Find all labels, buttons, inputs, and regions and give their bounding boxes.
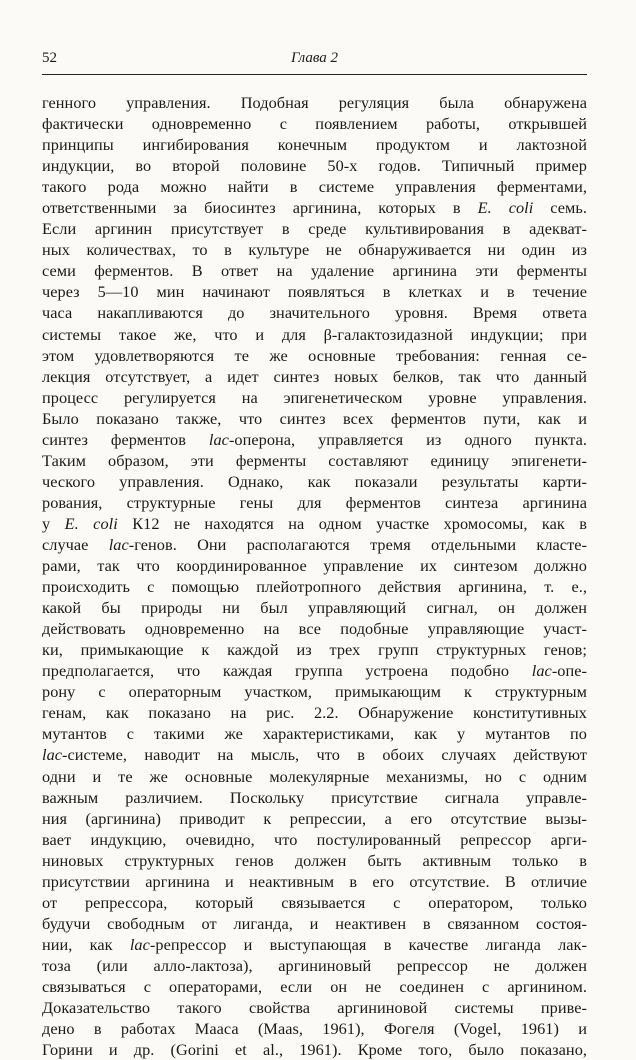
text-line: какой бы природы ни был управляющий сигнал, он должен [42, 598, 587, 618]
text-line: вает индукцию, очевидно, что постулированный репрессор арги- [42, 829, 587, 849]
text-line: рами, так что координированное управление их синтезом должно [42, 556, 587, 576]
text-line: Таким образом, эти ферменты составляют единицу эпигенети- [42, 450, 587, 470]
text-line: действовать одновременно на все подобные управляющие участ- [42, 619, 587, 639]
text-line: индукции, во второй половине 50-х годов. Типичный пример [42, 156, 587, 176]
page-number: 52 [42, 50, 57, 66]
text-line: фактически одновременно с появлением работы, открывшей [42, 114, 587, 134]
text-line: ниновых структурных генов должен быть активным только в [42, 850, 587, 870]
text-line: такого рода можно найти в системе управления ферментами, [42, 177, 587, 197]
text-line: Горини и др. (Gorini et al., 1961). Кроме того, было показано, [42, 1040, 587, 1060]
page-header [42, 47, 587, 69]
text-line: мутантов с такими же характеристиками, как у мутантов по [42, 724, 587, 744]
text-line: ответственными за биосинтез аргинина, которых в E. coli семь. [42, 198, 587, 218]
text-line: от репрессора, который связывается с оператором, только [42, 892, 587, 912]
text-line: ки, примыкающие к каждой из трех групп структурных генов; [42, 640, 587, 660]
text-line: lac-системе, наводит на мысль, что в обоих случаях действуют [42, 745, 587, 765]
text-line: лекция отсутствует, а идет синтез новых белков, так что данный [42, 366, 587, 386]
text-line: присутствии аргинина и неактивным в его отсутствие. В отличие [42, 871, 587, 891]
text-line: генного управления. Подобная регуляция была обнаружена [42, 93, 587, 112]
text-line: Доказательство такого свойства аргининовой системы приве- [42, 998, 587, 1018]
text-line: случае lac-генов. Они располагаются тремя отдельными класте- [42, 534, 587, 554]
text-line: у E. coli К12 не находятся на одном участке хромосомы, как в [42, 513, 587, 533]
text-line: рону с операторным участком, примыкающим к структурным [42, 682, 587, 702]
text-line: нии, как lac-репрессор и выступающая в качестве лиганда лак- [42, 934, 587, 954]
text-line: ных количествах, то в культуре не обнаруживается ни один из [42, 240, 587, 260]
text-line: семи ферментов. В ответ на удаление аргинина эти ферменты [42, 261, 587, 281]
running-chapter-title: Глава 2 [290, 50, 339, 66]
text-line: ния (аргинина) приводит к репрессии, а его отсутствие вызы- [42, 808, 587, 828]
text-line: тоза (или алло-лактоза), аргининовый репрессор не должен [42, 955, 587, 975]
header-rule [42, 74, 587, 75]
text-line: этом удовлетворяются те же основные требования: генная се- [42, 345, 587, 365]
text-line: Если аргинин присутствует в среде культивирования в адекват- [42, 219, 587, 239]
text-line: одни и те же основные молекулярные механизмы, но с одним [42, 766, 587, 786]
text-line: происходить с помощью плейотропного действия аргинина, т. е., [42, 577, 587, 597]
text-line: Было показано также, что синтез всех ферментов пути, как и [42, 408, 587, 428]
body-text [42, 92, 587, 1060]
text-line: связываться с операторами, если он не соединен с аргинином. [42, 976, 587, 996]
text-line: системы такое же, что и для β-галактозидазной индукции; при [42, 324, 587, 344]
text-line: часа накапливаются до значительного уровня. Время ответа [42, 303, 587, 323]
text-line: рования, структурные гены для ферментов синтеза аргинина [42, 492, 587, 512]
text-line: важным различием. Поскольку присутствие сигнала управле- [42, 787, 587, 807]
text-line: генам, как показано на рис. 2.2. Обнаружение конститутивных [42, 703, 587, 723]
text-line: принципы ингибирования конечным продуктом и лактозной [42, 135, 587, 155]
text-line: ческого управления. Однако, как показали результаты карти- [42, 471, 587, 491]
text-line: дено в работах Мааса (Maas, 1961), Фогеля (Vogel, 1961) и [42, 1019, 587, 1039]
text-line: через 5—10 мин начинают появляться в клетках и в течение [42, 282, 587, 302]
text-line: будучи свободным от лиганда, и неактивен в связанном состоя- [42, 913, 587, 933]
text-line: процесс регулируется на эпигенетическом уровне управления. [42, 387, 587, 407]
text-line: синтез ферментов lac-оперона, управляется из одного пункта. [42, 429, 588, 449]
text-line: предполагается, что каждая группа устроена подобно lac-опе- [42, 661, 587, 681]
